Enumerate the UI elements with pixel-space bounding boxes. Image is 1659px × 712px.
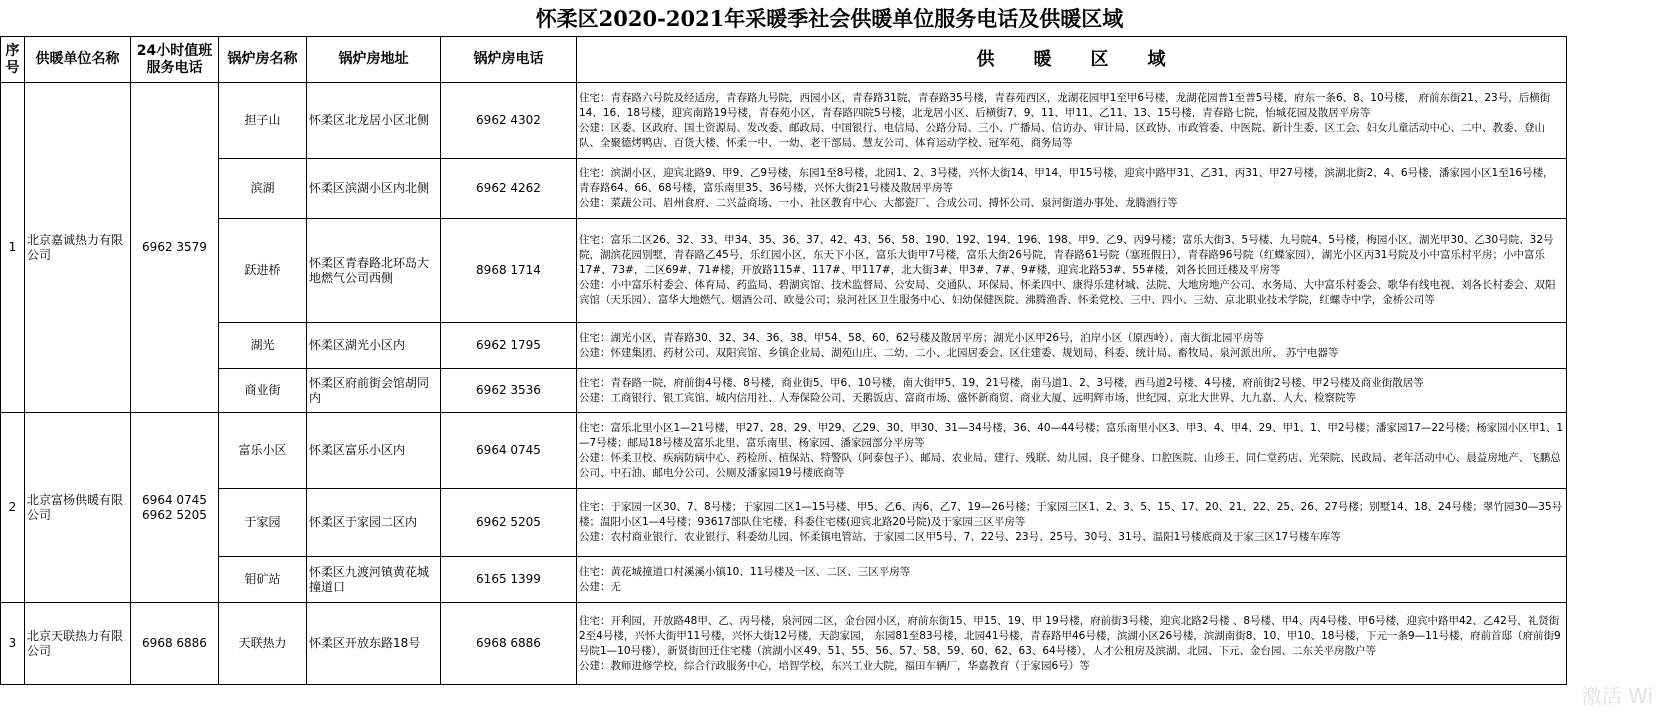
seq-cell: 2 bbox=[1, 413, 25, 603]
table-row bbox=[1, 83, 1567, 159]
boiler-name-cell: 富乐小区 bbox=[219, 413, 307, 489]
boiler-address-cell: 怀柔区湖光小区内 bbox=[307, 323, 441, 369]
area-text: 住宅：湖光小区，青春路30、32、34、36、38、甲54、58、60、62号楼及散居平房；湖光小区甲26号，泊岸小区（原西岭）、南大街北园平房等 公建：怀建集团、药材公司、双阳宾馆、乡镇企业局、湖苑山庄、二幼、二小、北园居委会、区住建委、规划局、科委、统计局、畜牧局、泉河派出所、 苏宁电器等 bbox=[579, 331, 1339, 359]
boiler-address-cell: 怀柔区富乐小区内 bbox=[307, 413, 441, 489]
boiler-name-cell: 于家园 bbox=[219, 489, 307, 557]
area-cell bbox=[577, 603, 1567, 685]
header-company: 供暖单位名称 bbox=[25, 37, 131, 83]
boiler-phone-cell: 6964 0745 bbox=[441, 413, 577, 489]
seq-cell: 3 bbox=[1, 603, 25, 685]
area-cell bbox=[577, 83, 1567, 159]
boiler-phone-cell: 6968 6886 bbox=[441, 603, 577, 685]
header-row bbox=[1, 37, 1567, 83]
header-boiler-phone: 锅炉房电话 bbox=[441, 37, 577, 83]
seq-cell: 1 bbox=[1, 83, 25, 413]
boiler-phone-cell: 6962 3536 bbox=[441, 369, 577, 413]
area-text: 住宅：于家园一区30、7、8号楼；于家园二区1—15号楼、甲5、乙6、丙6、乙7、19—26号楼；于家园三区1、2、3、5、15、17、20、21、22、25、26、27号楼；别墅14、18、24号楼；翠竹园30—35号楼；温阳小区1—4号楼；93617部队住宅楼、科委住宅楼(迎宾北路20号院)及于家园三区平房等 公建：农村商业银行、农业银行、科委幼儿园、怀柔镇电管站、于家园二区甲5号、7、22号、23号、25号、30号、31号、温阳1号楼底商及于家三区17号楼车库等 bbox=[579, 501, 1563, 543]
boiler-name-cell: 商业街 bbox=[219, 369, 307, 413]
boiler-address-cell: 怀柔区府前街会馆胡同内 bbox=[307, 369, 441, 413]
boiler-address-cell: 怀柔区九渡河镇黄花城撞道口 bbox=[307, 557, 441, 603]
table-row bbox=[1, 159, 1567, 219]
boiler-name-cell: 天联热力 bbox=[219, 603, 307, 685]
area-cell bbox=[577, 323, 1567, 369]
page-title: 怀柔区2020-2021年采暖季社会供暖单位服务电话及供暖区域 bbox=[535, 6, 1124, 31]
boiler-address-cell: 怀柔区于家园二区内 bbox=[307, 489, 441, 557]
table-row bbox=[1, 603, 1567, 685]
boiler-address-cell: 怀柔区青春路北环岛大地燃气公司西侧 bbox=[307, 219, 441, 323]
boiler-address-cell: 怀柔区北龙居小区北侧 bbox=[307, 83, 441, 159]
header-boiler-address: 锅炉房地址 bbox=[307, 37, 441, 83]
table-row bbox=[1, 219, 1567, 323]
boiler-name-cell: 钼矿站 bbox=[219, 557, 307, 603]
header-hotline: 24小时值班服务电话 bbox=[131, 37, 219, 83]
area-text: 住宅：青春路一院，府前街4号楼、8号楼，商业街5、甲6、10号楼，南大街甲5、19、21号楼，南马道1、2、3号楼，西马道2号楼、4号楼，府前街2号楼、甲2号楼及商业街散居等 公建：工商银行、银工宾馆、城内信用社、人寿保险公司、天鹅饭店、富商市场、盛怀新商贸、商业大厦、远明辉市场、世纪园、京北大世界、九九嘉、人大、检察院等 bbox=[579, 376, 1424, 404]
area-cell bbox=[577, 557, 1567, 603]
boiler-name-cell: 担子山 bbox=[219, 83, 307, 159]
boiler-phone-cell: 8968 1714 bbox=[441, 219, 577, 323]
area-text: 住宅：富乐北里小区1—21号楼，甲27、28、29、甲29、乙29、30、甲30、31—34号楼，36、40—44号楼；富乐南里小区3、甲3、4、甲4、29、甲1、1、甲2号楼；潘家园17—22号楼；杨家园小区甲1、1—7号楼；邮局18号楼及富乐北里、富乐南里、杨家园、潘家园部分平房等 公建：怀柔卫校、疾病防病中心、药检所、植保站、特警队（阿泰包子）、邮局、农业局、建行、残联、幼儿园、良子健身、口腔医院、山珍王、同仁堂药店、光荣院、民政局、老年活动中心、晨益房地产、飞鹏总公司、中石油、邮电分公司、公厕及潘家园19号楼底商等 bbox=[579, 421, 1564, 479]
table-row bbox=[1, 413, 1567, 489]
boiler-phone-cell: 6962 1795 bbox=[441, 323, 577, 369]
boiler-address-cell: 怀柔区滨湖小区内北侧 bbox=[307, 159, 441, 219]
boiler-phone-cell: 6962 4302 bbox=[441, 83, 577, 159]
header-boiler-name: 锅炉房名称 bbox=[219, 37, 307, 83]
company-cell: 北京嘉诚热力有限公司 bbox=[25, 83, 131, 413]
table-row bbox=[1, 323, 1567, 369]
area-text: 住宅：富乐二区26、32、33、甲34、35、36、37、42、43、56、58、190、192、194、196、198、甲9、乙9、丙9号楼；富乐大街3、5号楼、九号院4、5号楼，梅园小区，湖光甲30、乙30号院、32号院，湖滨花园别墅，青春路乙45号，乐红园小区，东天下小区，富乐大街甲7号楼，富乐大街26号院，青春路61号院（塞班假日），青春路96号院（红蝶家园），湖光小区丙31号院及小中富乐村平房；小中富乐17#、73#，二区69#、71#楼，开放路115#、117#、甲117#，北大街3#、甲3#、7#、9#楼，迎宾北路53#、55#楼，刘各长回迁楼及平房等 公建：小中富乐村委会、体育局、药监局、碧湖宾馆、技术监督局、公安局、交通队、环保局、怀柔四中、康得乐建材城、法院、大地房地产公司、水务局、大中富乐村委会、歌华有线电视、刘各长村委会、双阳宾馆（天乐园）、富华大地燃气、烟酒公司、欧曼公司；泉河社区卫生服务中心、妇幼保健医院、沸腾渔香、怀柔党校、三中、四小、三幼、京北职业技术学院，红螺寺中学，金桥公司等 bbox=[579, 234, 1556, 306]
area-cell bbox=[577, 159, 1567, 219]
hotline-cell: 6964 0745 6962 5205 bbox=[131, 413, 219, 603]
table-row bbox=[1, 557, 1567, 603]
area-cell bbox=[577, 489, 1567, 557]
boiler-name-cell: 跃进桥 bbox=[219, 219, 307, 323]
area-cell bbox=[577, 219, 1567, 323]
company-cell: 北京天联热力有限公司 bbox=[25, 603, 131, 685]
area-text: 住宅：青春路六号院及经适房，青春路九号院，西园小区，青春路31院，青春路35号楼，青春苑西区，龙湖花园甲1至甲6号楼，龙湖花园普1至普5号楼，府东一条6、8、10号楼， 府前东街21、23号，后横街14、16、18号楼，迎宾南路19号楼，青春苑小区，青春路四院5号楼，北龙居小区、后横街7、9、11、甲11、乙11、13、15号楼，青春路七院，怡城花园及散居平房等 公建：区委、区政府、国土资源局、发改委、邮政局、中国银行、电信局、公路分局、三小、广播局、信访办、审计局、区政协、市政管委、中医院、新计生委、区工会、妇女儿童活动中心、二中、教委、登山队、全聚德烤鸭店、百货大楼、怀柔一中、一幼、老干部局、慧友公司、体育运动学校、冠军苑、商务局等 bbox=[579, 91, 1551, 149]
boiler-phone-cell: 6962 5205 bbox=[441, 489, 577, 557]
company-cell: 北京富杨供暖有限公司 bbox=[25, 413, 131, 603]
table-row bbox=[1, 489, 1567, 557]
hotline-cell: 6968 6886 bbox=[131, 603, 219, 685]
boiler-address-cell: 怀柔区开放东路18号 bbox=[307, 603, 441, 685]
area-text: 住宅：开利园，开放路48甲、乙、丙号楼，泉河园二区，金台园小区，府前东街15、甲15、19、甲 19号楼，府前街3号楼，迎宾北路2号楼 、8号楼、甲4、丙4号楼、甲6号楼，迎宾中路甲42、乙42号，礼贤街2至4号楼，兴怀大街甲11号楼，兴怀大街12号楼，天韵家园， 东园81至83号楼，北园41号楼，青春路甲46号楼，滨湖小区26号楼，滨湖南街8、10、甲10、18号楼，下元一条9—11号楼，府前首邸（府前街9号院1—10号楼），新贤街回迁住宅楼（滨湖小区49、51、55、56、57、58、59、60、62、63、64号楼），人才公租房及滨湖、北园、下元、金台园、二东关平房散户等 公建：教师进修学校，综合行政服务中心，培智学校，东兴工业大院，福田车辆厂，华嘉教育（于家园6号）等 bbox=[579, 614, 1561, 672]
area-text: 住宅：滨湖小区，迎宾北路9、甲9、乙9号楼，东园1至8号楼，北园1、2、3号楼，兴怀大街14、甲14、甲15号楼，迎宾中路甲31、乙31、丙31、甲27号楼，滨湖北街2、4、6号楼，潘家园小区1至16号楼，青春路64、66、68号楼，富乐南里35、36号楼，兴怀大街21号楼及散居平房等 公建：菜蔬公司、眉州食府、二兴益商场、一小、社区教育中心、大都瓷厂、合成公司、搏怀公司、泉河街道办事处、龙腾酒行等 bbox=[579, 167, 1554, 209]
header-area: 供 暖 区 域 bbox=[577, 37, 1567, 83]
area-text: 住宅：黄花城撞道口村溪溪小镇10、11号楼及一区、二区、三区平房等 公建：无 bbox=[579, 565, 911, 593]
boiler-name-cell: 湖光 bbox=[219, 323, 307, 369]
header-seq: 序号 bbox=[1, 37, 25, 83]
hotline-cell: 6962 3579 bbox=[131, 83, 219, 413]
area-cell bbox=[577, 369, 1567, 413]
watermark: 激活 Wi bbox=[1581, 684, 1653, 708]
table-row bbox=[1, 369, 1567, 413]
heating-table bbox=[0, 36, 1567, 685]
boiler-name-cell: 滨湖 bbox=[219, 159, 307, 219]
boiler-phone-cell: 6165 1399 bbox=[441, 557, 577, 603]
boiler-phone-cell: 6962 4262 bbox=[441, 159, 577, 219]
area-cell bbox=[577, 413, 1567, 489]
